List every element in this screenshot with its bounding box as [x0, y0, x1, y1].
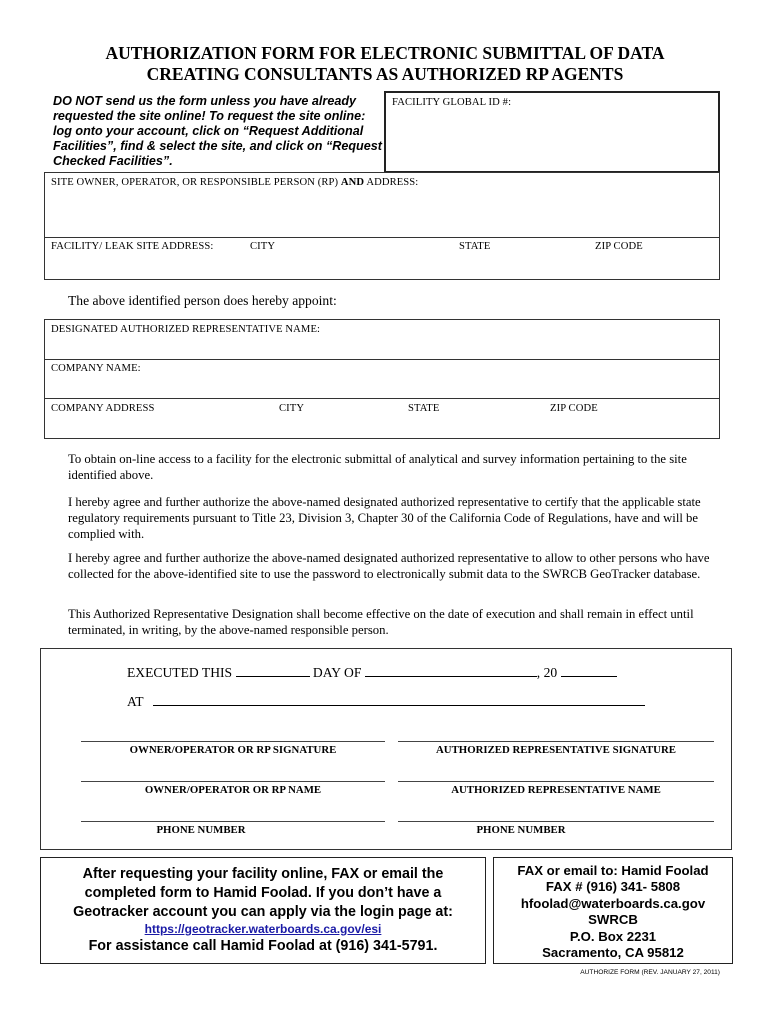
contact-email[interactable]: hfoolad@waterboards.ca.gov — [520, 895, 706, 911]
executed-month-field[interactable] — [365, 663, 537, 677]
executed-year-field[interactable] — [561, 663, 617, 677]
site-owner-section — [44, 172, 720, 280]
rep-name-line[interactable] — [398, 781, 714, 782]
contact-box — [493, 857, 733, 964]
company-zip-label: ZIP CODE — [550, 403, 598, 414]
facility-city-label: CITY — [250, 241, 276, 252]
owner-phone-line[interactable] — [81, 821, 385, 822]
contact-org: SWRCB — [588, 912, 638, 928]
contact-city: Sacramento, CA 95812 — [542, 945, 684, 961]
facility-zip-label: ZIP CODE — [595, 241, 643, 252]
facility-global-id-label: FACILITY GLOBAL ID #: — [392, 97, 512, 108]
at-line — [127, 692, 645, 710]
instructions-line2: completed form to Hamid Foolad. If you don’t have a — [84, 885, 442, 901]
facility-address-label: FACILITY/ LEAK SITE ADDRESS: — [51, 241, 214, 252]
owner-name-label: OWNER/OPERATOR OR RP NAME — [144, 784, 322, 796]
company-name-label: COMPANY NAME: — [51, 363, 141, 374]
site-owner-label: SITE OWNER, OPERATOR, OR RESPONSIBLE PERSON (RP) AND ADDRESS: — [51, 177, 419, 188]
at-label: AT — [127, 694, 144, 709]
rep-name-label: AUTHORIZED REPRESENTATIVE NAME — [451, 784, 661, 796]
execution-section — [40, 648, 732, 850]
revision-note: AUTHORIZE FORM (REV. JANUARY 27, 2011) — [580, 969, 720, 976]
day-of-label: DAY OF — [312, 665, 362, 680]
owner-name-line[interactable] — [81, 781, 385, 782]
instructions-box — [40, 857, 486, 964]
owner-signature-line[interactable] — [81, 741, 385, 742]
executed-this-label: EXECUTED THIS — [127, 665, 233, 680]
geotracker-login-link[interactable]: https://geotracker.waterboards.ca.gov/esi — [144, 922, 382, 936]
instructions-line1: After requesting your facility online, FAX or email the — [82, 866, 444, 882]
instructions-line3: Geotracker account you can apply via the login page at: — [73, 904, 453, 920]
owner-signature-label: OWNER/OPERATOR OR RP SIGNATURE — [129, 744, 337, 756]
contact-line1: FAX or email to: Hamid Foolad — [517, 863, 709, 878]
rep-phone-line[interactable] — [398, 821, 714, 822]
paragraph-effective: This Authorized Representative Designation shall become effective on the date of execution and shall remain in effect until terminated, in writing, by the above-named responsible person. — [68, 607, 694, 637]
executed-line — [127, 663, 617, 681]
company-state-label: STATE — [408, 403, 440, 414]
at-location-field[interactable] — [153, 692, 645, 706]
form-title-line2: CREATING CONSULTANTS AS AUTHORIZED RP AGENTS — [146, 64, 624, 84]
owner-phone-label: PHONE NUMBER — [156, 824, 246, 836]
facility-state-label: STATE — [459, 241, 491, 252]
contact-fax: FAX # (916) 341- 5808 — [545, 879, 681, 895]
paragraph-certify: I hereby agree and further authorize the above-named designated authorized representative to certify that the applicable state regulatory requirements pursuant to Title 23, Division 3, Chapter 30 of the California Code of Regulations, have and will be complied with. — [68, 495, 701, 541]
form-title-line1: AUTHORIZATION FORM FOR ELECTRONIC SUBMITTAL OF DATA — [105, 43, 665, 63]
year-prefix-label: , 20 — [536, 665, 558, 680]
appoint-text: The above identified person does hereby appoint: — [68, 293, 337, 308]
rep-signature-label: AUTHORIZED REPRESENTATIVE SIGNATURE — [436, 744, 676, 756]
designated-rep-label: DESIGNATED AUTHORIZED REPRESENTATIVE NAME: — [51, 324, 321, 335]
contact-text — [494, 863, 732, 961]
rep-phone-label: PHONE NUMBER — [476, 824, 566, 836]
company-city-label: CITY — [279, 403, 305, 414]
facility-global-id-field[interactable] — [384, 91, 720, 173]
representative-section — [44, 319, 720, 439]
instructions-text — [41, 865, 485, 956]
paragraph-password: I hereby agree and further authorize the above-named designated authorized representative to allow to other persons who have collected for the above-identified site to use the password to electronically submit data to the SWRCB GeoTracker database. — [68, 551, 710, 581]
executed-day-field[interactable] — [236, 663, 310, 677]
warning-text: DO NOT send us the form unless you have already requested the site online! To request the site online: log onto your account, click on “Request Additional Facilities”, find & select the site, and click on “Request Checked Facilities”. — [53, 94, 382, 168]
paragraph-access: To obtain on-line access to a facility for the electronic submittal of analytical and survey information pertaining to the site identified above. — [68, 452, 687, 482]
contact-po-box: P.O. Box 2231 — [569, 928, 657, 944]
instructions-line4: For assistance call Hamid Foolad at (916) 341-5791. — [88, 938, 438, 954]
rep-signature-line[interactable] — [398, 741, 714, 742]
company-address-label: COMPANY ADDRESS — [51, 403, 155, 414]
